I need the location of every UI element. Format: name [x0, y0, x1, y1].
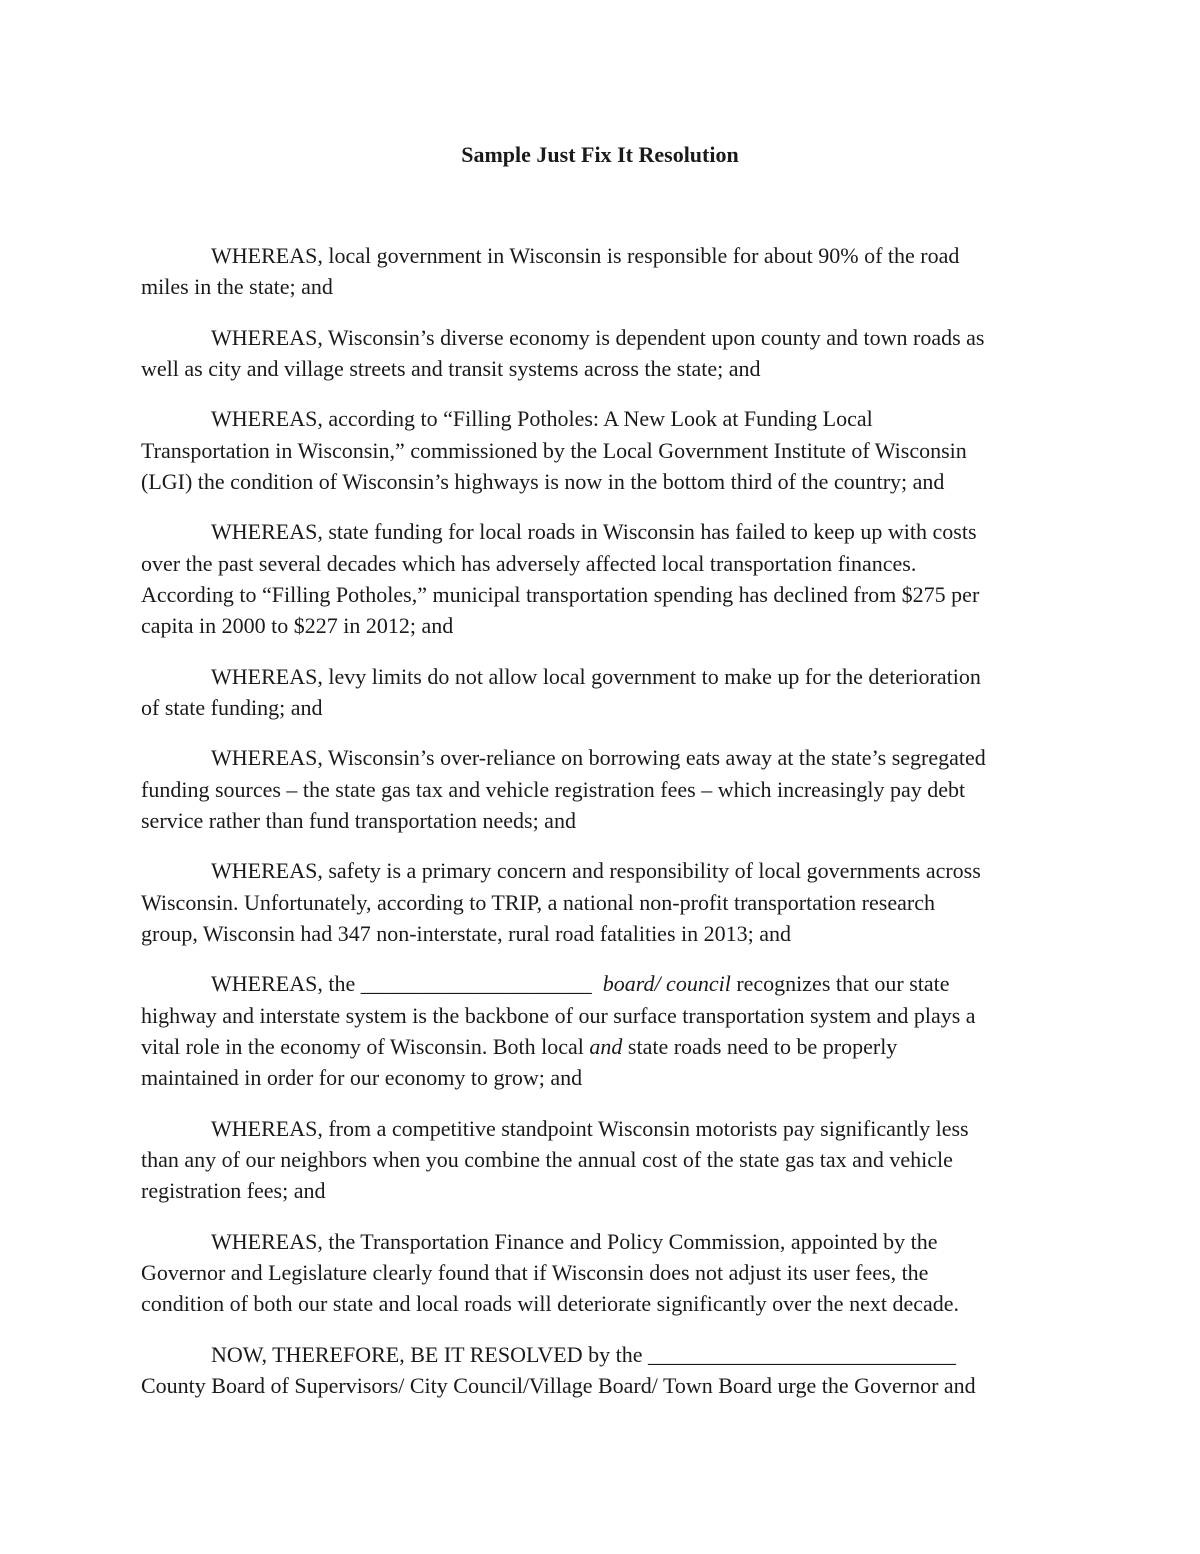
whereas-paragraph-levy-limits [141, 661, 1061, 724]
text-line: WHEREAS, the Transportation Finance and Policy Commission, appointed by the [211, 1228, 938, 1254]
text-segment: vital role in the economy of Wisconsin. Both local [141, 1033, 590, 1059]
text-line: condition of both our state and local roads will deteriorate significantly over the next decade. [141, 1291, 960, 1317]
text-segment: NOW, THEREFORE, BE IT RESOLVED by the [211, 1341, 648, 1367]
text-line: over the past several decades which has adversely affected local transportation finances. [141, 550, 917, 576]
text-line: Governor and Legislature clearly found that if Wisconsin does not adjust its user fees, the [141, 1259, 929, 1285]
text-line: service rather than fund transportation needs; and [141, 807, 576, 833]
whereas-paragraph-road-miles [141, 240, 1061, 303]
text-line: Wisconsin. Unfortunately, according to TRIP, a national non-profit transportation research [141, 889, 935, 915]
whereas-paragraph-safety [141, 855, 1061, 949]
text-line: of state funding; and [141, 694, 323, 720]
text-line: WHEREAS, according to “Filling Potholes: A New Look at Funding Local [211, 406, 873, 432]
blank-fill-line[interactable]: _____________________ [360, 971, 592, 997]
text-line: miles in the state; and [141, 274, 333, 300]
text-line: (LGI) the condition of Wisconsin’s highways is now in the bottom third of the country; and [141, 468, 945, 494]
document-title: Sample Just Fix It Resolution [461, 142, 739, 167]
text-line: WHEREAS, Wisconsin’s over-reliance on borrowing eats away at the state’s segregated [211, 745, 986, 771]
text-line: According to “Filling Potholes,” municipal transportation spending has declined from $275 per [141, 581, 980, 607]
whereas-paragraph-board-council [141, 968, 1061, 1093]
text-line: WHEREAS, state funding for local roads in Wisconsin has failed to keep up with costs [211, 519, 977, 545]
italic-text: board/ council [602, 971, 731, 997]
whereas-paragraph-competitive [141, 1113, 1061, 1207]
whereas-paragraph-state-funding [141, 516, 1061, 641]
text-line: County Board of Supervisors/ City Council/Village Board/ Town Board urge the Governor and [141, 1372, 976, 1398]
text-line: Transportation in Wisconsin,” commissioned by the Local Government Institute of Wisconsin [141, 437, 967, 463]
whereas-paragraph-filling-potholes [141, 403, 1061, 497]
text-line: WHEREAS, levy limits do not allow local government to make up for the deterioration [211, 663, 981, 689]
text-line [141, 1031, 1061, 1062]
text-line: maintained in order for our economy to grow; and [141, 1065, 583, 1091]
text-line: funding sources – the state gas tax and vehicle registration fees – which increasingly pay debt [141, 776, 966, 802]
italic-text: and [589, 1033, 623, 1059]
text-line: WHEREAS, from a competitive standpoint Wisconsin motorists pay significantly less [211, 1115, 969, 1141]
blank-fill-line[interactable]: ____________________________ [647, 1341, 956, 1367]
text-segment: recognizes that our state [730, 971, 950, 997]
text-line [141, 1339, 1061, 1370]
whereas-paragraph-borrowing [141, 742, 1061, 836]
text-line: than any of our neighbors when you combine the annual cost of the state gas tax and vehicle [141, 1146, 953, 1172]
text-line: registration fees; and [141, 1178, 326, 1204]
text-line: WHEREAS, local government in Wisconsin is responsible for about 90% of the road [211, 243, 960, 268]
text-line: capita in 2000 to $227 in 2012; and [141, 613, 454, 639]
whereas-paragraph-commission [141, 1226, 1061, 1320]
text-segment: WHEREAS, the [211, 971, 361, 997]
text-line: highway and interstate system is the backbone of our surface transportation system and plays a [141, 1002, 976, 1028]
whereas-paragraph-economy [141, 322, 1061, 385]
text-line: well as city and village streets and transit systems across the state; and [141, 355, 761, 381]
resolved-paragraph [141, 1339, 1061, 1402]
text-line: group, Wisconsin had 347 non-interstate, rural road fatalities in 2013; and [141, 920, 791, 946]
text-line: WHEREAS, Wisconsin’s diverse economy is dependent upon county and town roads as [211, 324, 985, 350]
text-line [141, 968, 1061, 999]
text-line: WHEREAS, safety is a primary concern and responsibility of local governments across [211, 858, 981, 884]
text-segment: state roads need to be properly [622, 1033, 898, 1059]
document-body [141, 240, 1061, 1420]
